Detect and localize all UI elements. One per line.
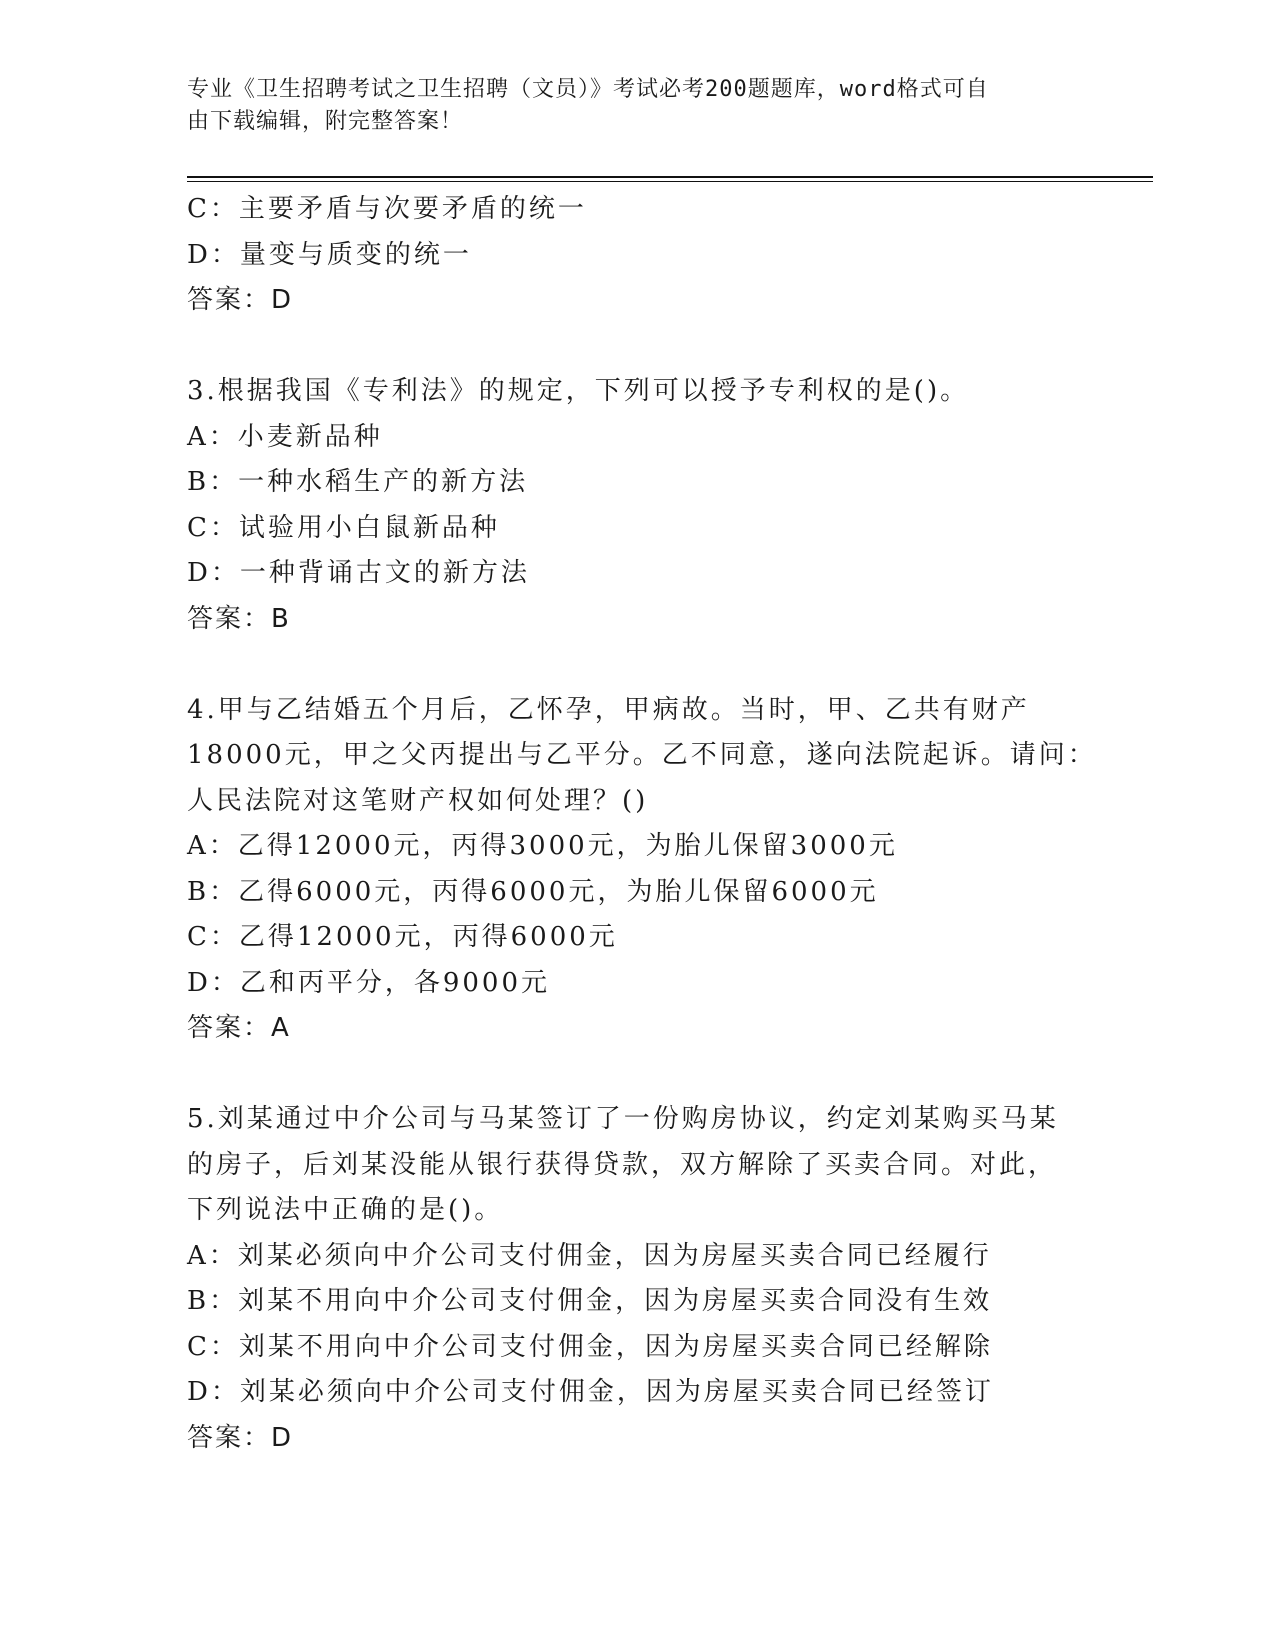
option-d: D：一种背诵古文的新方法	[187, 558, 530, 588]
option-b: B：刘某不用向中介公司支付佣金，因为房屋买卖合同没有生效	[187, 1286, 993, 1316]
option-c: C：主要矛盾与次要矛盾的统一	[187, 194, 587, 224]
question-3	[187, 369, 1087, 642]
option-d: D：量变与质变的统一	[187, 239, 472, 270]
option-c: C：试验用小白鼠新品种	[187, 512, 500, 543]
question-stem-line: 下列说法中正确的是()。	[187, 1195, 504, 1225]
question-stem-line: 的房子，后刘某没能从银行获得贷款，双方解除了买卖合同。对此，	[187, 1149, 1058, 1180]
option-b: B：一种水稻生产的新方法	[187, 467, 529, 497]
option-b: B：乙得6000元，丙得6000元，为胎儿保留6000元	[187, 876, 879, 907]
question-stem-line: 5.刘某通过中介公司与马某签订了一份购房协议，约定刘某购买马某	[187, 1104, 1059, 1134]
answer: 答案：D	[187, 1422, 294, 1453]
question-content	[187, 187, 1097, 1461]
option-d: D：乙和丙平分，各9000元	[187, 967, 551, 998]
answer: 答案：D	[187, 285, 294, 315]
question-stem: 3.根据我国《专利法》的规定，下列可以授予专利权的是()。	[187, 376, 970, 406]
document-header	[187, 74, 1087, 138]
option-a: A：小麦新品种	[187, 421, 383, 452]
answer: 答案：A	[187, 1013, 291, 1043]
option-d: D：刘某必须向中介公司支付佣金，因为房屋买卖合同已经签订	[187, 1377, 994, 1407]
question-2-continuation	[187, 187, 1087, 324]
question-4	[187, 688, 1097, 1052]
question-stem-line: 4.甲与乙结婚五个月后，乙怀孕，甲病故。当时，甲、乙共有财产	[187, 694, 1030, 725]
header-rule-thin	[187, 181, 1153, 182]
header-rule-thick	[187, 176, 1153, 178]
header-line-2: 由下载编辑，附完整答案！	[187, 109, 464, 134]
option-c: C：刘某不用向中介公司支付佣金，因为房屋买卖合同已经解除	[187, 1331, 993, 1362]
spacer	[187, 642, 1087, 688]
question-stem-line: 人民法院对这笔财产权如何处理？()	[187, 785, 649, 816]
answer: 答案：B	[187, 603, 291, 634]
spacer	[187, 324, 1087, 370]
option-a: A：刘某必须向中介公司支付佣金，因为房屋买卖合同已经履行	[187, 1240, 992, 1271]
question-5	[187, 1097, 1087, 1461]
option-c: C：乙得12000元，丙得6000元	[187, 922, 618, 952]
option-a: A：乙得12000元，丙得3000元，为胎儿保留3000元	[187, 831, 898, 861]
spacer	[187, 1052, 1087, 1098]
header-line-1: 专业《卫生招聘考试之卫生招聘（文员）》考试必考200题题库，word格式可自	[187, 77, 989, 102]
question-stem-line: 18000元，甲之父丙提出与乙平分。乙不同意，遂向法院起诉。请问：	[187, 740, 1097, 770]
